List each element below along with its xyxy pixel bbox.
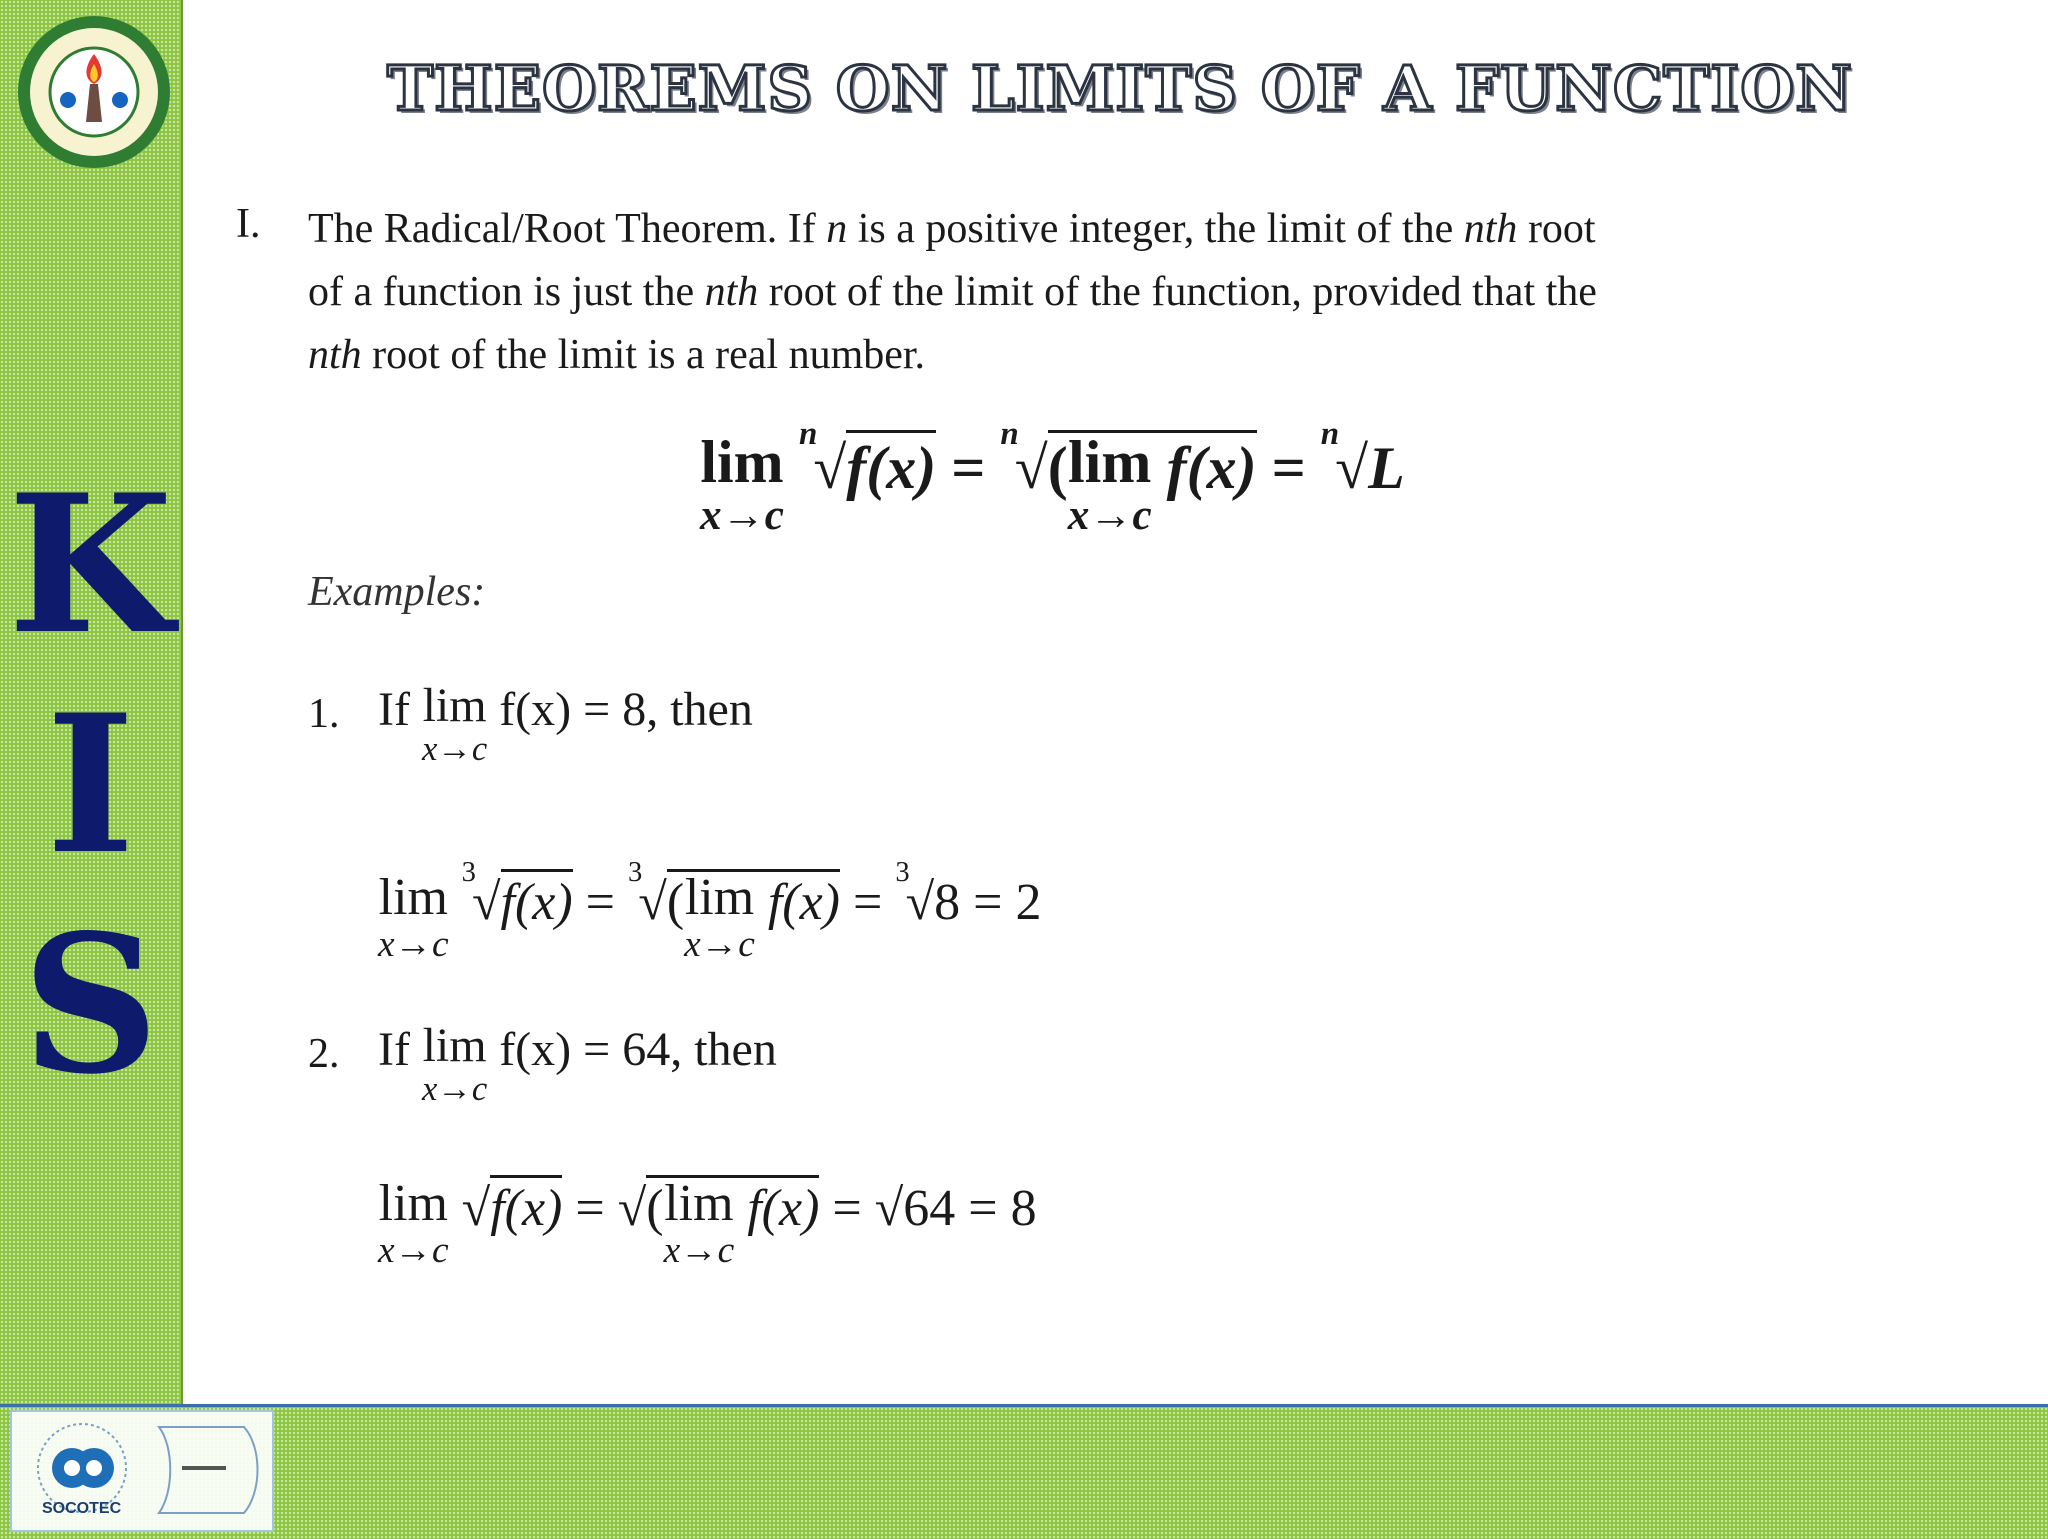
sidebar-letter-i: I [46, 673, 135, 896]
example-1-statement: If lim x→c f(x) = 8, then [378, 679, 753, 768]
certification-badge [154, 1422, 264, 1518]
examples-label: Examples: [308, 569, 486, 615]
footer-logo-box [10, 1410, 274, 1532]
socotec-logo-text: SOCOTEC [42, 1500, 122, 1517]
theorem-line-3: nth root of the limit is a real number. [308, 332, 926, 378]
theorem-formula: lim x→c $^n$√f(x) = $^n$√(lim x→c f(x) = $^n$√L [700, 415, 1405, 539]
footer-band [0, 1404, 2048, 1539]
school-seal-logo [16, 14, 172, 170]
example-2-solution: lim x→c √f(x) = √(lim x→c f(x) = √64 = 8 [378, 1175, 1037, 1271]
example-2-statement: If lim x→c f(x) = 64, then [378, 1019, 777, 1108]
example-1-number: 1. [308, 691, 340, 737]
theorem-line-2: of a function is just the nth root of the limit of the function, provided that the [308, 269, 1597, 315]
example-1-solution: lim x→c $^3$√f(x) = $^3$√(lim x→c f(x) = $^3$√8 = 2 [378, 856, 1042, 965]
example-2-number: 2. [308, 1031, 340, 1077]
theorem-number: I. [236, 201, 261, 247]
sidebar [0, 0, 183, 1404]
sidebar-letter-k: K [7, 453, 174, 676]
sidebar-letter-s: S [21, 893, 160, 1116]
theorem-line-1: The Radical/Root Theorem. If n is a positive integer, the limit of the nth root [308, 206, 1596, 252]
page-title: THEOREMS ON LIMITS OF A FUNCTION [387, 52, 1853, 125]
